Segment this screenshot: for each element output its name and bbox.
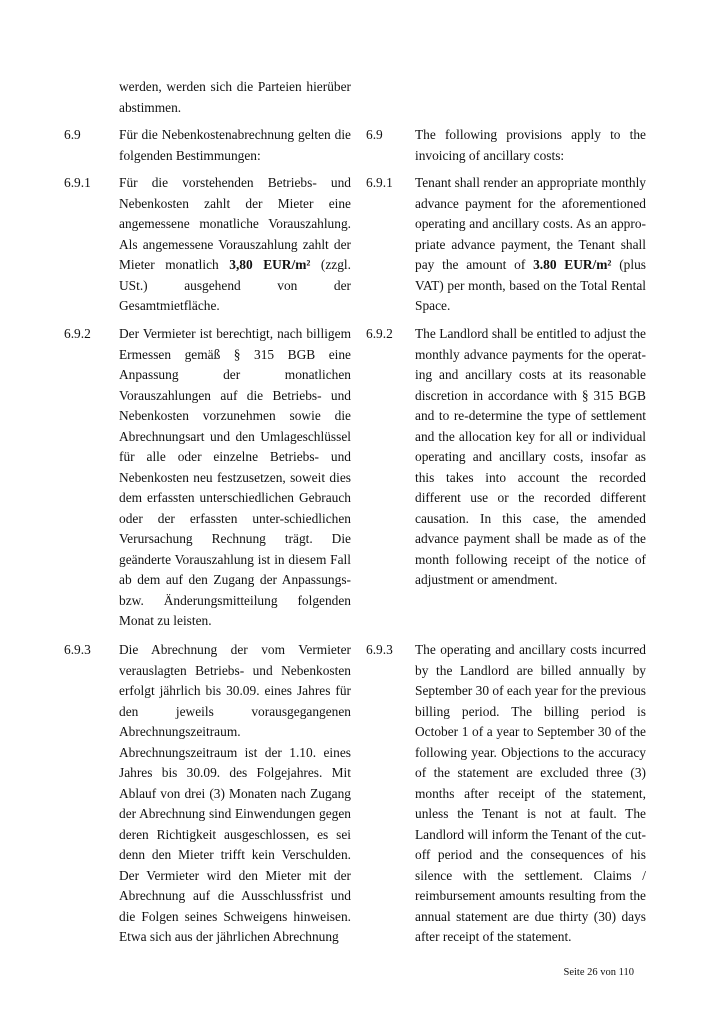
section-6-9-3-text-en: The operating and ancillary costs incurred by the Landlord are billed annually by September 30 of each year for the previous billing period. The billing period is October 1 of a year to September 30 of the following year. Objections to the accuracy of the statement are excluded three (3) months after receipt of the statement, unless the Tenant is not at fault. The Landlord will inform the Tenant of the cut-off period and the consequences of his silence with the settlement. Claims / reimbursement amounts resulting from the annual statement are due thirty (30) days after receipt of the statement. bbox=[415, 642, 646, 944]
section-6-9-1-text-de bbox=[119, 173, 351, 317]
advance-payment-amount-en: 3.80 EUR/m² bbox=[533, 257, 612, 272]
section-6-9-2-text-en: The Landlord shall be entitled to adjust the monthly advance payments for the operating and ancillary costs at its reasonable discretion in accordance with § 315 BGB and to re-determine the type of settlement and the allocation key for all or individual operating and ancillary costs, insofar as this takes into account the recorded different use or the recorded different causation. In this case, the amended advance payment shall be made as of the month following receipt of the notice of adjustment or amendment. bbox=[415, 326, 646, 587]
section-6-9-3-de-paragraph-1: Die Abrechnung der vom Vermieter verauslagten Betriebs- und Nebenkosten erfolgt jährlich bis 30.09. eines Jahres für den jeweils vorausgegangenen Abrechnungszeitraum. bbox=[119, 642, 351, 739]
section-number-6-9-de: 6.9 bbox=[64, 127, 81, 142]
section-6-9-3-de-paragraph-2: Abrechnungszeitraum ist der 1.10. eines Jahres bis 30.09. des Folgejahres. Mit Ablauf von drei (3) Monaten nach Zugang der Abrechnung sind Einwendungen gegen deren Richtigkeit ausgeschlossen, es sei denn den Mieter trifft kein Verschulden. Der Vermieter wird den Mieter mit der Abrechnung auf die Ausschlussfrist und die Folgen seines Schweigens hinweisen. Etwa sich aus der jährlichen Abrechnung bbox=[119, 744, 351, 944]
section-6-9-text-en: The following provisions apply to the invoicing of ancillary costs: bbox=[415, 127, 646, 163]
section-6-9-1-de-part1: Für die vorstehenden Betriebs- und Nebenkosten zahlt der Mieter eine angemessene monatliche Vorauszahlung. Als angemessene Vorauszahlung zahlt der Mieter monatlich bbox=[119, 175, 351, 272]
section-6-9-text-de: Für die Nebenkostenabrechnung gelten die folgenden Bestimmungen: bbox=[119, 127, 351, 163]
section-6-9-1-de-part2: (zzgl. USt.) ausgehend von der Gesamtmietfläche. bbox=[119, 257, 351, 313]
section-number-6-9-1-de: 6.9.1 bbox=[64, 175, 91, 190]
advance-payment-amount-de: 3,80 EUR/m² bbox=[229, 257, 311, 272]
section-6-9-2-text-de: Der Vermieter ist berechtigt, nach billigem Ermessen gemäß § 315 BGB eine Anpassung der monatlichen Vorauszahlungen auf die Betriebs- und Nebenkosten vorzunehmen sowie die Abrechnungsart und den Umlageschlüssel für alle oder einzelne Betriebs- und Nebenkosten neu festzusetzen, soweit dies dem erfassten unterschiedlichen Gebrauch oder der erfassten unter-schiedlichen Verursachung Rechnung trägt. Die geänderte Vorauszahlung ist in diesem Fall ab dem auf den Zugang der Anpassungs- bzw. Änderungsmitteilung folgenden Monat zu leisten. bbox=[119, 326, 351, 628]
page-number-footer: Seite 26 von 110 bbox=[563, 967, 634, 978]
section-number-6-9-2-de: 6.9.2 bbox=[64, 326, 91, 341]
section-number-6-9-3-en: 6.9.3 bbox=[366, 642, 393, 657]
section-6-9-1-text-en bbox=[415, 173, 646, 317]
section-6-9-1-en-part2: (plus VAT) per month, based on the Total Rental Space. bbox=[415, 257, 646, 313]
section-6-9-3-text-de bbox=[119, 640, 351, 948]
section-number-6-9-en: 6.9 bbox=[366, 127, 383, 142]
carryover-paragraph-de: werden, werden sich die Parteien hierüber abstimmen. bbox=[119, 79, 351, 115]
section-number-6-9-1-en: 6.9.1 bbox=[366, 175, 393, 190]
section-number-6-9-2-en: 6.9.2 bbox=[366, 326, 393, 341]
section-6-9-1-en-part1: Tenant shall render an appropriate monthly advance payment for the aforementioned operating and ancillary costs. As an appropriate advance payment, the Tenant shall pay the amount of bbox=[415, 175, 646, 272]
section-number-6-9-3-de: 6.9.3 bbox=[64, 642, 91, 657]
